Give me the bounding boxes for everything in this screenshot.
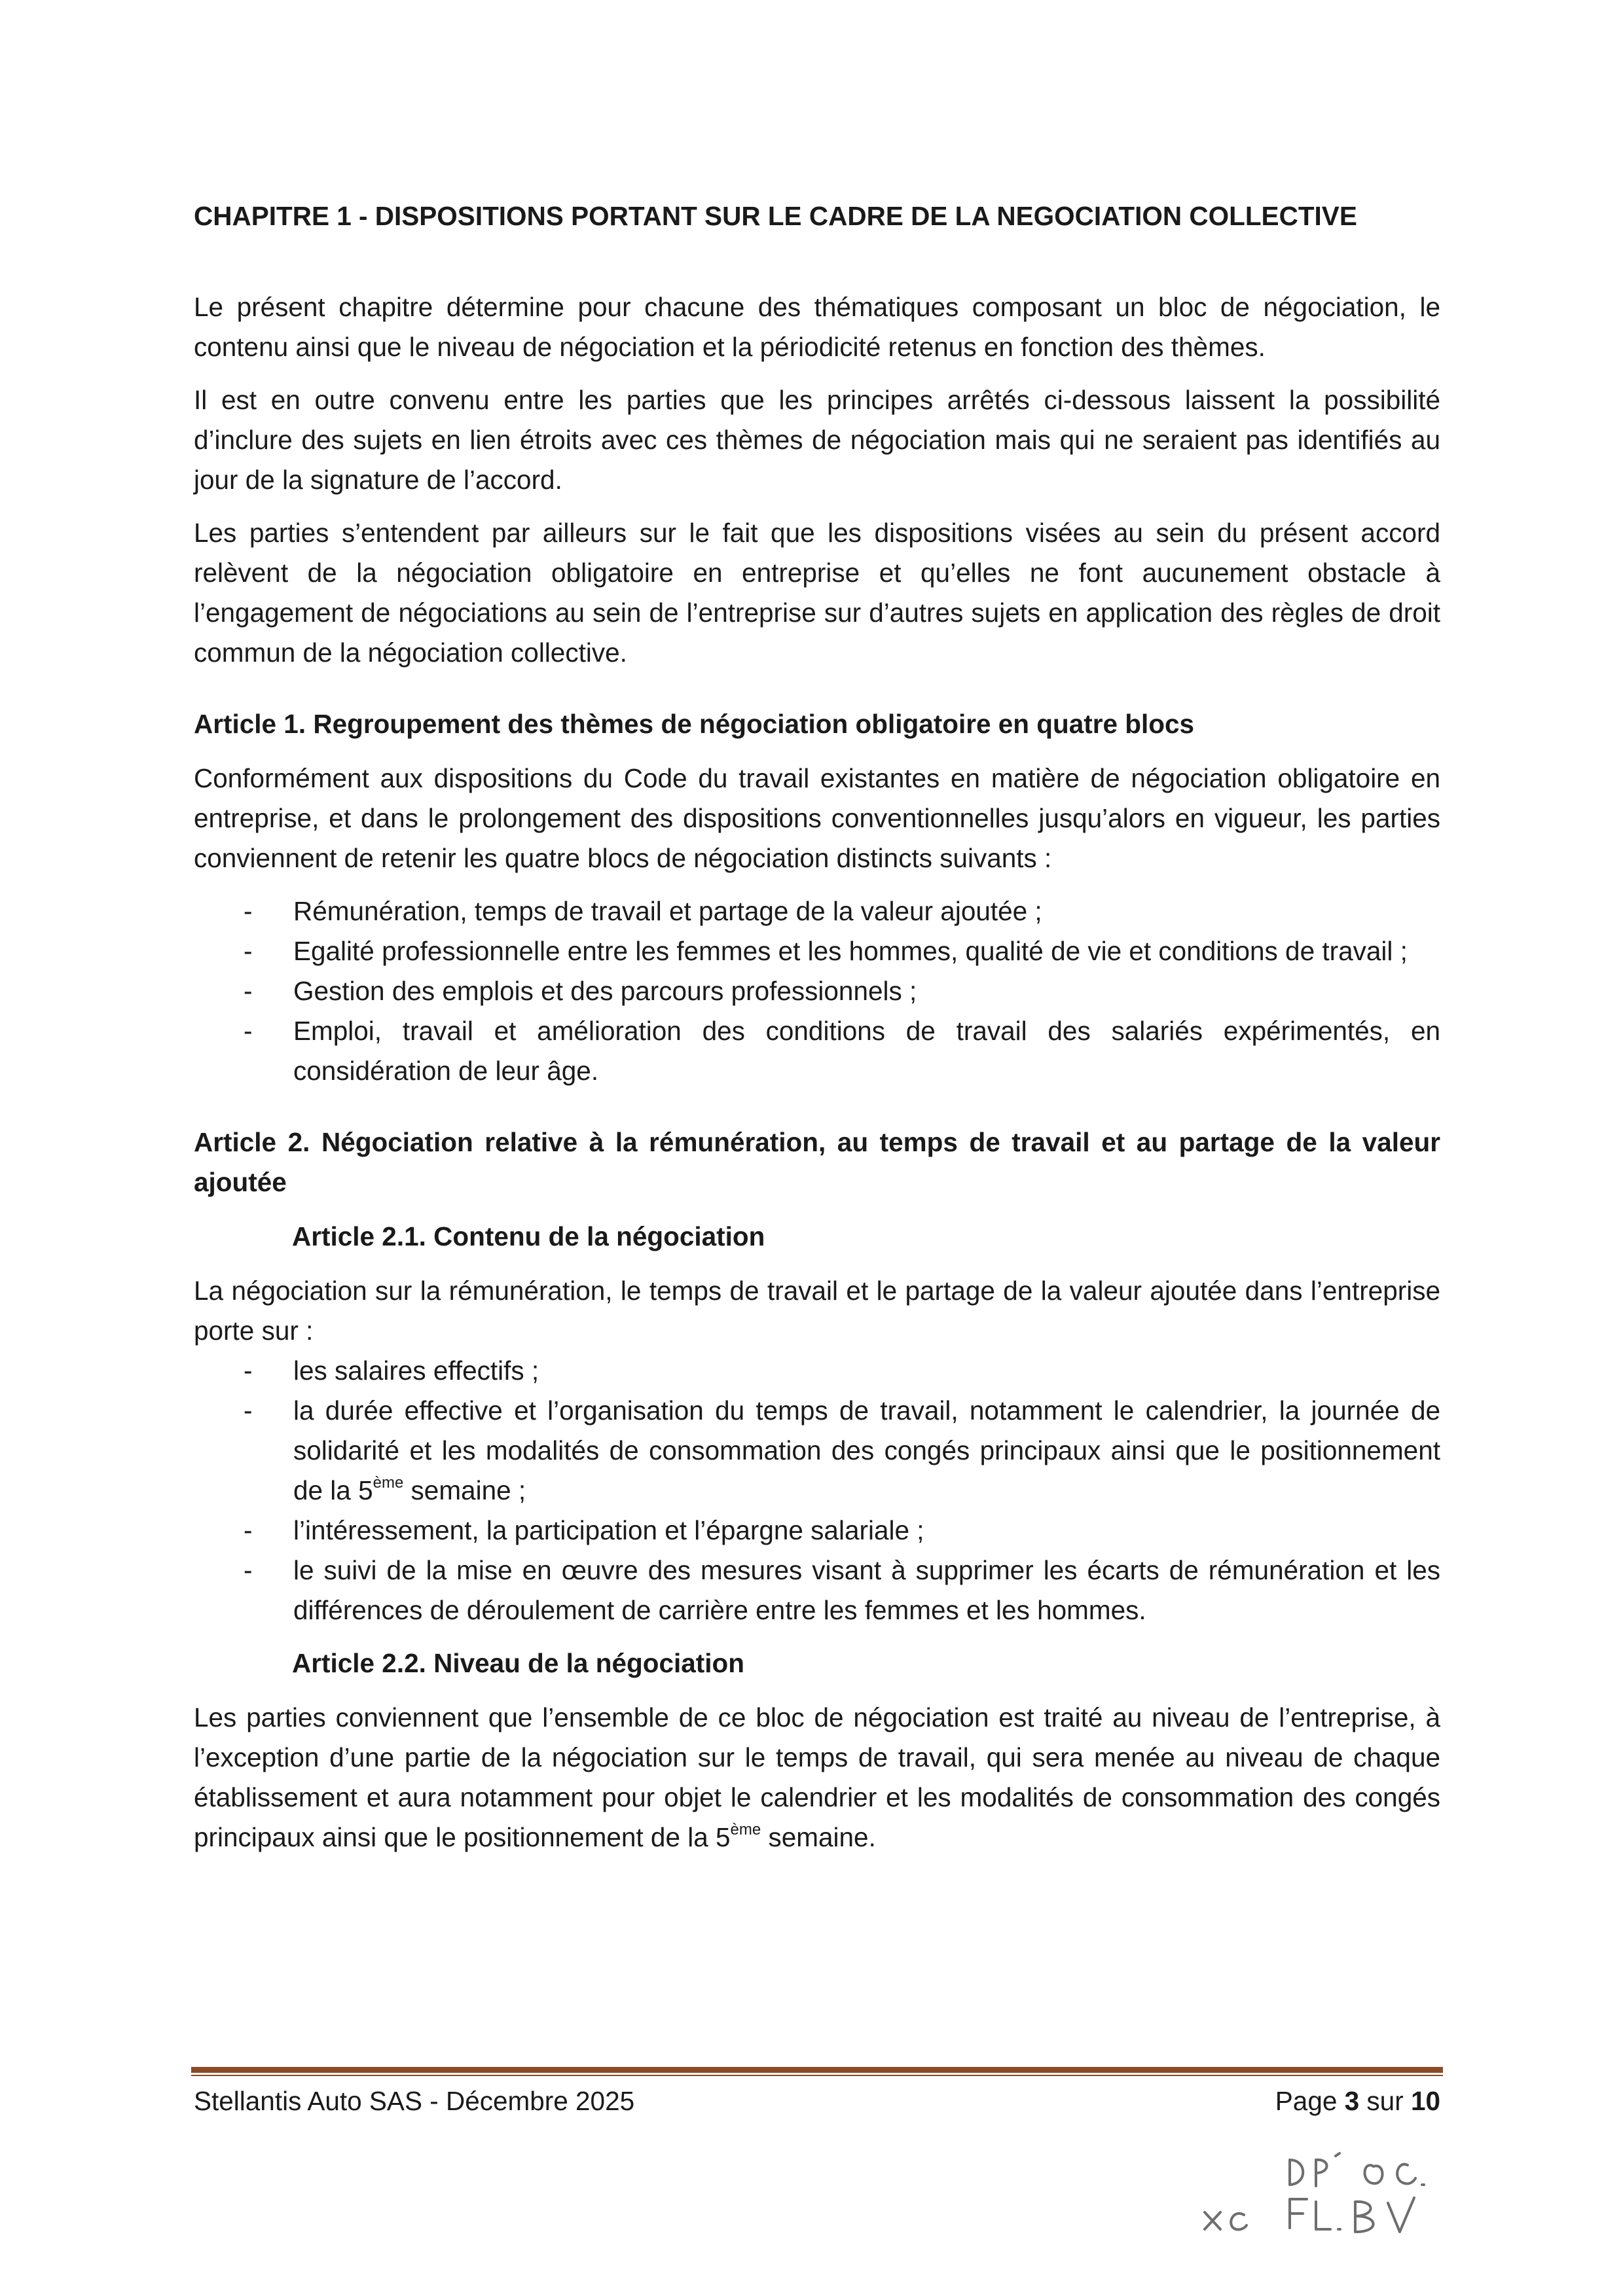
footer-company-date: Stellantis Auto SAS - Décembre 2025 [194,2086,635,2116]
article-1-title: Article 1. Regroupement des thèmes de négociation obligatoire en quatre blocs [194,709,1195,739]
handwritten-initials [1192,2134,1453,2251]
dash-bullet: - [244,936,253,966]
list-item [194,971,1440,1011]
dash-bullet: - [244,976,253,1006]
article-2-2-paragraph [194,1698,1440,1857]
article-1-list [194,891,1440,1091]
article-2-2-title: Article 2.2. Niveau de la négociation [292,1648,744,1678]
chapter-title: CHAPITRE 1 - DISPOSITIONS PORTANT SUR LE CADRE DE LA NEGOCIATION COLLECTIVE [194,201,1357,231]
article-2-title: Article 2. Négociation relative à la rémunération, au temps de travail et au partage de la valeur ajoutée [194,1127,1440,1197]
list-item-text: la durée effective et l’organisation du temps de travail, notamment le calendrier, la journée de solidarité et les modalités de consommation des congés principaux ainsi que le positionnement de la 5 [293,1395,1440,1505]
dash-bullet: - [244,1555,253,1585]
article-2-1-paragraph: La négociation sur la rémunération, le temps de travail et le partage de la valeur ajoutée dans l’entreprise porte sur : [194,1276,1440,1346]
dash-bullet: - [244,1355,253,1386]
list-item-text: Emploi, travail et amélioration des conditions de travail des salariés expérimentés, en considération de leur âge. [293,1016,1440,1086]
list-item [194,1011,1440,1091]
list-item [194,1551,1440,1630]
article-2-1-list [194,1351,1440,1630]
list-item [194,1511,1440,1551]
list-item-text: Egalité professionnelle entre les femmes et les hommes, qualité de vie et conditions de travail ; [293,936,1408,966]
dash-bullet: - [244,1515,253,1545]
intro-paragraph: Il est en outre convenu entre les parties que les principes arrêtés ci-dessous laissent la possibilité d’inclure des sujets en lien étroits avec ces thèmes de négociation mais qui ne seraient pas identifiés au jour de la signature de l’accord. [194,385,1440,495]
list-item [194,1351,1440,1391]
superscript: ème [730,1821,761,1839]
paragraph-tail: semaine. [761,1822,876,1852]
list-item-text: Gestion des emplois et des parcours professionnels ; [293,976,917,1006]
article-1-paragraph: Conformément aux dispositions du Code du travail existantes en matière de négociation obligatoire en entreprise, et dans le prolongement des dispositions conventionnelles jusqu’alors en vigueur, les parties conviennent de retenir les quatre blocs de négociation distincts suivants : [194,763,1440,873]
intro-paragraph: Le présent chapitre détermine pour chacune des thématiques composant un bloc de négociation, le contenu ainsi que le niveau de négociation et la périodicité retenus en fonction des thèmes. [194,292,1440,362]
page-footer [194,2081,1440,2121]
list-item-text-tail: semaine ; [403,1475,526,1505]
list-item [194,1391,1440,1511]
total-pages: 10 [1410,2086,1440,2116]
list-item-text: les salaires effectifs ; [293,1355,539,1386]
list-item [194,891,1440,931]
article-2-1-title: Article 2.1. Contenu de la négociation [292,1221,765,1251]
dash-bullet: - [244,896,253,926]
list-item-text: l’intéressement, la participation et l’épargne salariale ; [293,1515,924,1545]
list-item-text: le suivi de la mise en œuvre des mesures visant à supprimer les écarts de rémunération et les différences de déroulement de carrière entre les femmes et les hommes. [293,1555,1440,1625]
footer-divider [191,2067,1443,2076]
page-number: Page 3 sur 10 [1275,2086,1440,2116]
intro-paragraph: Les parties s’entendent par ailleurs sur le fait que les dispositions visées au sein du présent accord relèvent de la négociation obligatoire en entreprise et qu’elles ne font aucunement obstacle à l’engagement de négociations au sein de l’entreprise sur d’autres sujets en application des règles de droit commun de la négociation collective. [194,518,1440,668]
current-page: 3 [1344,2086,1360,2116]
list-item [194,931,1440,971]
document-body [194,196,1440,1871]
dash-bullet: - [244,1395,253,1426]
list-item-text: Rémunération, temps de travail et partage de la valeur ajoutée ; [293,896,1042,926]
superscript: ème [373,1474,404,1492]
paragraph-text: Les parties conviennent que l’ensemble de ce bloc de négociation est traité au niveau de l’entreprise, à l’exception d’une partie de la négociation sur le temps de travail, qui sera menée au niveau de chaque établissement et aura notamment pour objet le calendrier et les modalités de consommation des congés principaux ainsi que le positionnement de la 5 [194,1702,1440,1852]
dash-bullet: - [244,1016,253,1046]
